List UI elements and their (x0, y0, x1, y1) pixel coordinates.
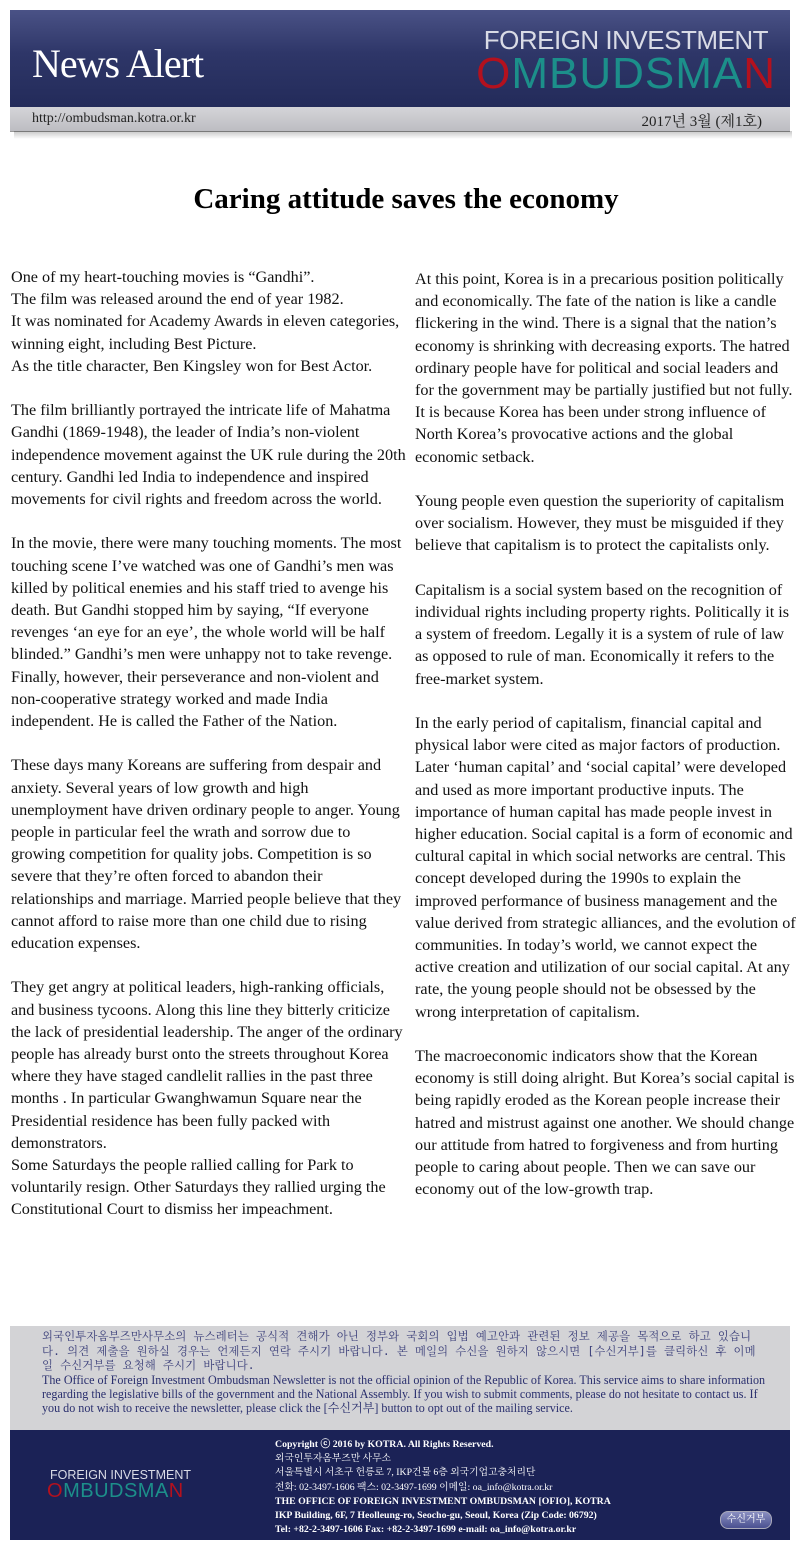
office-name-english: THE OFFICE OF FOREIGN INVESTMENT OMBUDSMAN [OFIO], KOTRA (275, 1495, 611, 1507)
paragraph: Capitalism is a social system based on the recognition of individual rights including property rights. Politically it is a system of freedom. Legally it is a system of rule of law as opposed to rule of man. Economically it refers to the free-market system. (415, 580, 790, 688)
paragraph: One of my heart-touching movies is “Gandhi”. The film was released around the end of year 1982. It was nominated for Academy Awards in eleven categories, winning eight, including Best Picture. As the title character, Ben Kingsley won for Best Actor. (11, 268, 400, 375)
contact-korean: 전화: 02-3497-1606 팩스: 02-3497-1699 이메일: oa_info@kotra.or.kr (275, 1481, 553, 1493)
article-title: Caring attitude saves the economy (193, 183, 619, 215)
paragraph: These days many Koreans are suffering from despair and anxiety. Several years of low growth and high unemployment have driven ordinary people to anger. Young people in particular feel the wrath and sorrow due to growing competition for quality jobs. Competition is so severe that they’re often forced to abandon their relationships and marriage. Married people believe that they cannot afford to raise more than one child due to rising education expenses. (11, 756, 402, 953)
header-shadow (14, 131, 792, 139)
footer-contact-info (275, 1438, 615, 1537)
paragraph: The macroeconomic indicators show that the Korean economy is still doing alright. But Korea’s social capital is being rapidly eroded as the Korean people increase their hatred and mistrust against one another. We should change our attitude from hatred to forgiveness and from hurting people to caring about people. Then we can save our economy out of the low-growth trap. (415, 1047, 795, 1199)
header-subbar (10, 107, 790, 132)
logo-letter-n: N (168, 1480, 184, 1502)
address-korean: 서울특별시 서초구 헌릉로 7, IKP건물 6층 외국기업고충처리단 (275, 1467, 536, 1479)
notice-english: The Office of Foreign Investment Ombudsman Newsletter is not the official opinion of the Republic of Korea. This service aims to share information regarding the legislative bills of the government and the National Assembly. If you wish to submit comments, please do not hesitate to contact us. If you do not wish to receive the newsletter, please click the [수신거부] button to opt out of the mailing service. (42, 1373, 766, 1415)
notice-korean: 외국인투자옴부즈만사무소의 뉴스레터는 공식적 견해가 아닌 정부와 국회의 입법 예고안과 관련된 정보 제공을 목적으로 하고 있습니다. 의견 제출을 원하실 경우는 언제든지 연락 주시기 바랍니다. 본 메일의 수신을 원하지 않으시면 [수신거부]를 클릭하신 후 이메일 수신거부를 요청해 주시기 바랍니다. (42, 1330, 756, 1372)
footer-logo-top-text: FOREIGN INVESTMENT (50, 1468, 191, 1482)
address-english: IKP Building, 6F, 7 Heolleung-ro, Seocho-gu, Seoul, Korea (Zip Code: 06792) (275, 1510, 597, 1522)
logo-letters-mid: MBUDSMA (63, 1480, 169, 1502)
logo-top-text: FOREIGN INVESTMENT (483, 25, 768, 55)
logo-letter-o: O (476, 49, 512, 98)
header-title: News Alert (32, 41, 204, 86)
paragraph: The film brilliantly portrayed the intricate life of Mahatma Gandhi (1869-1948), the leader of India’s non-violent independence movement against the UK rule during the 20th century. Gandhi led India to independence and inspired movements for civil rights and freedom across the world. (11, 401, 406, 509)
disclaimer-notice (10, 1326, 790, 1430)
office-name-korean: 외국인투자옴부즈만 사무소 (275, 1453, 392, 1465)
unsubscribe-button[interactable]: 수신거부 (720, 1511, 772, 1529)
newsletter-footer (10, 1430, 790, 1540)
logo-letter-o: O (47, 1480, 64, 1502)
footer-ombudsman-logo (47, 1480, 184, 1503)
article-column-right (415, 268, 797, 1223)
paragraph: They get angry at political leaders, high-ranking officials, and business tycoons. Along this line they bitterly criticize the lack of presidential leadership. The anger of the ordinary people has already burst onto the streets throughout Korea where they have staged candlelit rallies in the past three months . In particular Gwanghwamun Square near the Presidential residence has been fully packed with demonstrators. Some Saturdays the people rallied calling for Park to voluntarily resign. Other Saturdays they rallied urging the Constitutional Court to dismiss her impeachment. (11, 978, 403, 1219)
paragraph: In the early period of capitalism, financial capital and physical labor were cited as major factors of production. Later ‘human capital’ and ‘social capital’ were developed and used as more important productive inputs. The importance of human capital has made people invest in higher education. Social capital is a form of economic and cultural capital in which social networks are central. This concept developed during the 1990s to explain the improved performance of business management and the value derived from strategic alliances, and the evolution of communities. In today’s world, we cannot expect the active creation and utilization of our social capital. At any rate, the young people should not be obsessed by the wrong interpretation of capitalism. (415, 714, 796, 1021)
logo-letter-n: N (743, 49, 776, 98)
paragraph: Young people even question the superiority of capitalism over socialism. However, they must be misguided if they believe that capitalism is to protect the capitalists only. (415, 492, 785, 555)
newsletter-header (10, 10, 790, 107)
logo-letters-mid: MBUDSMA (511, 49, 744, 98)
ombudsman-logo (476, 50, 776, 98)
copyright-text: Copyright ⓒ 2016 by KOTRA. All Rights Reserved. (275, 1439, 494, 1450)
issue-date: 2017년 3월 (제1호) (641, 114, 762, 130)
contact-english: Tel: +82-2-3497-1606 Fax: +82-2-3497-1699 e-mail: oa_info@kotra.or.kr (275, 1524, 577, 1536)
paragraph: In the movie, there were many touching moments. The most touching scene I’ve watched was one of Gandhi’s men was killed by political enemies and his staff tried to avenge his death. But Gandhi stopped him by saying, “If everyone revenges ‘an eye for an eye’, the whole world will be half blinded.” Gandhi’s men were unhappy not to take revenge. Finally, however, their perseverance and non-violent and non-cooperative strategy worked and made India independent. He is called the Father of the Nation. (11, 534, 402, 731)
site-url-link[interactable]: http://ombudsman.kotra.or.kr (32, 111, 196, 126)
article-column-left (11, 266, 406, 1243)
paragraph: At this point, Korea is in a precarious position politically and economically. The fate of the nation is like a candle flickering in the wind. There is a signal that the nation’s economy is shrinking with decreasing exports. The hatred ordinary people have for political and social leaders and for the government may be partially justified but not fully. It is because Korea has been under strong influence of North Korea’s provocative actions and the global economic setback. (415, 270, 793, 466)
